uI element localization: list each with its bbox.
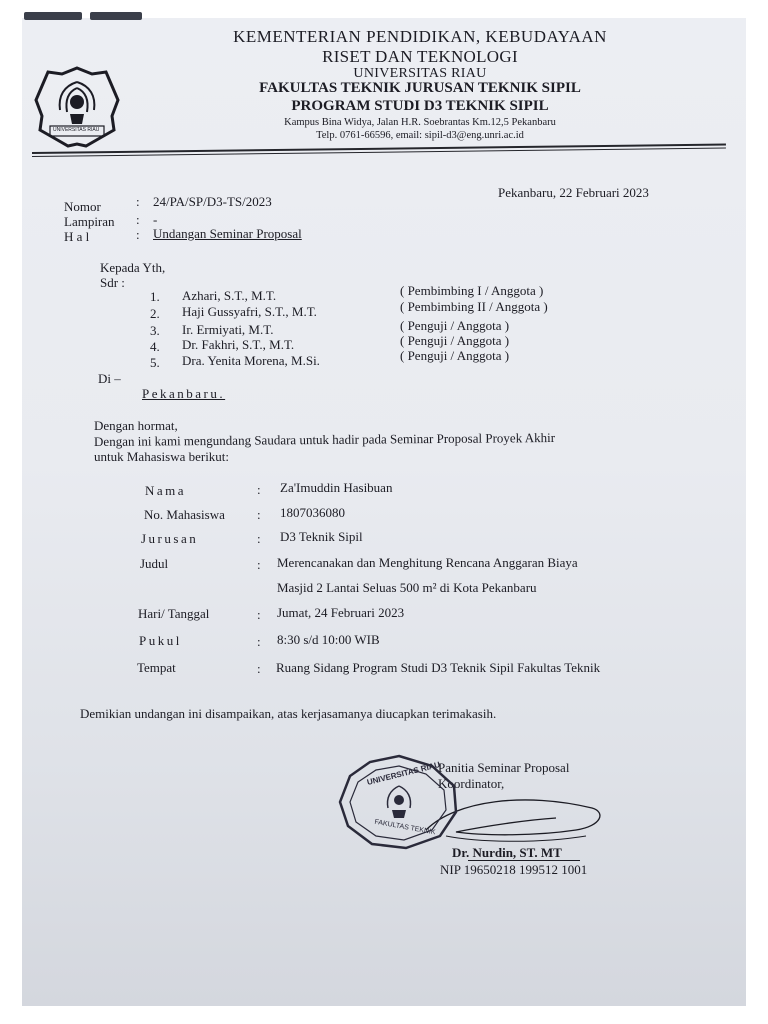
date-label: Hari/ Tanggal — [138, 606, 210, 621]
binder-clip — [24, 12, 82, 20]
recipient-name: Ir. Ermiyati, M.T. — [182, 322, 274, 337]
faculty-name: FAKULTAS TEKNIK JURUSAN TEKNIK SIPIL — [259, 80, 581, 96]
seminar-date: Jumat, 24 Februari 2023 — [277, 605, 405, 620]
recipient-name: Dra. Yenita Morena, M.Si. — [182, 353, 320, 368]
university-logo — [34, 64, 120, 150]
time-label: Pukul — [139, 633, 182, 648]
nomor-value: 24/PA/SP/D3-TS/2023 — [153, 194, 272, 209]
student-number: 1807036080 — [280, 505, 345, 520]
ministry-line: KEMENTERIAN PENDIDIKAN, KEBUDAYAAN — [233, 27, 607, 46]
recipient-role: ( Pembimbing I / Anggota ) — [400, 283, 544, 298]
recipient-name: Dr. Fakhri, S.T., M.T. — [182, 337, 295, 352]
nim-label: No. Mahasiswa — [144, 507, 225, 522]
letter-paper — [22, 18, 746, 1006]
ministry-line-2: RISET DAN TEKNOLOGI — [322, 47, 518, 66]
thesis-title-2: Masjid 2 Lantai Seluas 500 m² di Kota Pekanbaru — [277, 580, 537, 595]
logo-text: UNIVERSITAS RIAU — [53, 127, 100, 133]
colon: : — [257, 557, 261, 572]
intro-text-2: untuk Mahasiswa berikut: — [94, 449, 230, 464]
place-label: Tempat — [137, 660, 176, 675]
colon: : — [257, 607, 261, 622]
recipient-role: ( Penguji / Anggota ) — [400, 318, 510, 333]
recipient-city: Pekanbaru. — [142, 386, 226, 401]
closing-text: Demikian undangan ini disampaikan, atas kerjasamanya diucapkan terimakasih. — [80, 706, 497, 721]
student-major: D3 Teknik Sipil — [280, 529, 363, 544]
signature-underline — [468, 860, 580, 861]
judul-label: Judul — [140, 556, 169, 571]
recipient-role: ( Penguji / Anggota ) — [400, 333, 510, 348]
university-name: UNIVERSITAS RIAU — [353, 66, 487, 81]
sdr-label: Sdr : — [100, 275, 125, 290]
di-label: Di – — [98, 371, 121, 386]
contact-info: Telp. 0761-66596, email: sipil-d3@eng.unri.ac.id — [316, 130, 524, 141]
kepada-yth: Kepada Yth, — [100, 260, 166, 275]
colon: : — [136, 212, 140, 227]
recipient-role: ( Pembimbing II / Anggota ) — [400, 299, 548, 314]
official-stamp — [336, 752, 462, 852]
recipient-number: 1. — [150, 289, 160, 304]
recipient-role: ( Penguji / Anggota ) — [400, 348, 510, 363]
colon: : — [136, 227, 140, 242]
recipient-number: 3. — [150, 323, 160, 338]
intro-text: Dengan ini kami mengundang Saudara untuk hadir pada Seminar Proposal Proyek Akhir — [93, 429, 556, 449]
campus-address: Kampus Bina Widya, Jalan H.R. Soebrantas Km.12,5 Pekanbaru — [284, 117, 556, 128]
student-name: Za'Imuddin Hasibuan — [280, 480, 393, 495]
committee-name: Panitia Seminar Proposal — [438, 760, 570, 775]
binder-clip — [90, 12, 142, 20]
program-name: PROGRAM STUDI D3 TEKNIK SIPIL — [291, 98, 549, 114]
recipient-name: Azhari, S.T., M.T. — [182, 288, 277, 303]
lampiran-label: Lampiran — [64, 214, 115, 229]
stamp-text: UNIVERSITAS RIAU — [366, 760, 441, 787]
seminar-place: Ruang Sidang Program Studi D3 Teknik Sipil Fakultas Teknik — [276, 660, 601, 675]
colon: : — [257, 482, 261, 497]
letter-date: Pekanbaru, 22 Februari 2023 — [498, 185, 649, 200]
signer-role: Koordinator, — [438, 776, 505, 791]
hal-value: Undangan Seminar Proposal — [153, 226, 302, 241]
colon: : — [257, 531, 261, 546]
recipient-number: 4. — [150, 339, 160, 354]
colon: : — [257, 507, 261, 522]
nomor-label: Nomor — [64, 199, 101, 214]
thesis-title: Merencanakan dan Menghitung Rencana Anggaran Biaya — [277, 555, 578, 570]
recipient-name: Haji Gussyafri, S.T., M.T. — [182, 304, 317, 319]
colon: : — [136, 194, 140, 209]
greeting: Dengan hormat, — [94, 418, 178, 433]
seminar-time: 8:30 s/d 10:00 WIB — [277, 632, 380, 647]
colon: : — [257, 661, 261, 676]
stamp-text-2: FAKULTAS TEKNIK — [373, 818, 436, 837]
nama-label: Nama — [145, 483, 187, 498]
hal-label: H a l — [64, 229, 90, 244]
signer-name: Dr. Nurdin, ST. MT — [452, 845, 562, 860]
jurusan-label: Jurusan — [141, 531, 199, 546]
lampiran-value: - — [153, 212, 158, 227]
recipient-number: 2. — [150, 306, 160, 321]
signer-nip: NIP 19650218 199512 1001 — [440, 862, 588, 877]
colon: : — [257, 634, 261, 649]
recipient-number: 5. — [150, 355, 160, 370]
